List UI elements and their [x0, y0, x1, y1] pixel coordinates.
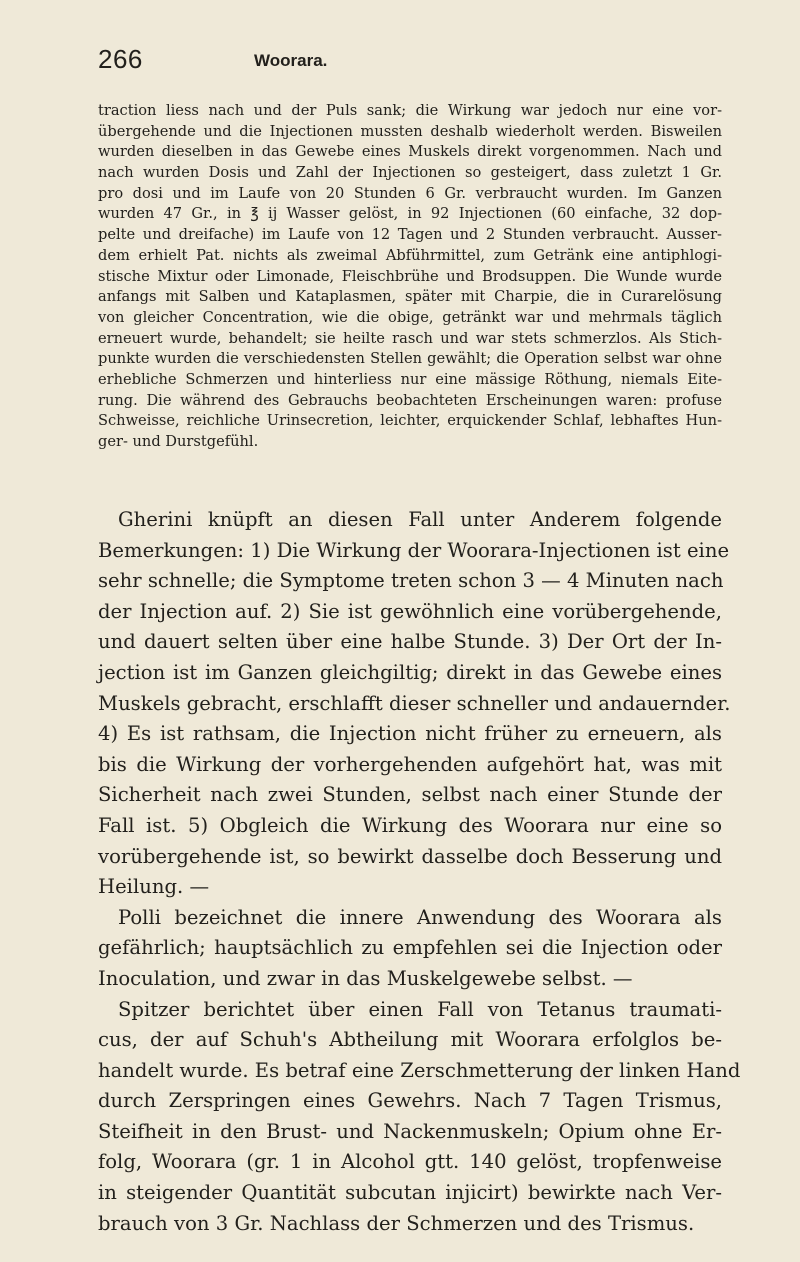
- page-number: 266: [98, 44, 143, 74]
- text-line: erneuert wurde, behandelt; sie heilte rasch und war stets schmerzlos. Als Stich-: [98, 329, 722, 347]
- text-line: pelte und dreifache) im Laufe von 12 Tagen und 2 Stunden verbraucht. Ausser-: [98, 226, 722, 244]
- text-line: pro dosi und im Laufe von 20 Stunden 6 Gr. verbraucht wurden. Im Ganzen: [98, 184, 722, 202]
- text-line: anfangs mit Salben und Kataplasmen, später mit Charpie, die in Curarelösung: [98, 288, 722, 306]
- text-line: durch Zerspringen eines Gewehrs. Nach 7 Tagen Trismus,: [98, 1089, 722, 1113]
- text-line: rung. Die während des Gebrauchs beobachteten Erscheinungen waren: profuse: [98, 391, 722, 409]
- running-title: Woorara.: [254, 51, 328, 70]
- text-line: punkte wurden die verschiedensten Stellen gewählt; die Operation selbst war ohne: [98, 350, 722, 368]
- text-line: jection ist im Ganzen gleichgiltig; direkt in das Gewebe eines: [98, 660, 722, 684]
- text-line: Bemerkungen: 1) Die Wirkung der Woorara-Injectionen ist eine: [98, 538, 730, 562]
- text-line: Schweisse, reichliche Urinsecretion, leichter, erquickender Schlaf, lebhaftes Hun-: [98, 412, 722, 430]
- text-line: Gherini knüpft an diesen Fall unter Anderem folgende: [118, 508, 722, 531]
- text-line: der Injection auf. 2) Sie ist gewöhnlich eine vorübergehende,: [98, 599, 722, 623]
- case-report-paragraph: [98, 101, 722, 453]
- text-line: Polli bezeichnet die innere Anwendung des Woorara als: [118, 905, 722, 929]
- text-line: cus, der auf Schuh's Abtheilung mit Woorara erfolglos be-: [98, 1028, 722, 1052]
- text-line: und dauert selten über eine halbe Stunde. 3) Der Ort der In-: [98, 630, 722, 654]
- text-line: Spitzer berichtet über einen Fall von Tetanus traumati-: [118, 997, 722, 1021]
- text-line: Inoculation, und zwar in das Muskelgewebe selbst. —: [98, 966, 633, 990]
- text-line: ger- und Durstgefühl.: [98, 433, 259, 450]
- text-line: folg, Woorara (gr. 1 in Alcohol gtt. 140 gelöst, tropfenweise: [98, 1150, 722, 1174]
- text-line: brauch von 3 Gr. Nachlass der Schmerzen und des Trismus.: [98, 1211, 695, 1235]
- text-line: bis die Wirkung der vorhergehenden aufgehört hat, was mit: [98, 752, 722, 776]
- text-line: stische Mixtur oder Limonade, Fleischbrühe und Brodsuppen. Die Wunde wurde: [98, 267, 722, 285]
- text-line: von gleicher Concentration, wie die obige, getränkt war und mehrmals täglich: [98, 308, 722, 326]
- text-line: Sicherheit nach zwei Stunden, selbst nach einer Stunde der: [98, 783, 722, 807]
- main-text-body: [98, 505, 741, 1239]
- text-line: vorübergehende ist, so bewirkt dasselbe doch Besserung und: [98, 844, 722, 868]
- text-line: nach wurden Dosis und Zahl der Injectionen so gesteigert, dass zuletzt 1 Gr.: [98, 164, 722, 182]
- text-line: erhebliche Schmerzen und hinterliess nur eine mässige Röthung, niemals Eite-: [98, 370, 722, 388]
- text-line: wurden 47 Gr., in ℥ ij Wasser gelöst, in 92 Injectionen (60 einfache, 32 dop-: [98, 205, 722, 223]
- text-line: Steifheit in den Brust- und Nackenmuskeln; Opium ohne Er-: [98, 1119, 722, 1143]
- text-line: übergehende und die Injectionen mussten deshalb wiederholt werden. Bisweilen: [98, 122, 722, 140]
- text-line: dem erhielt Pat. nichts als zweimal Abführmittel, zum Getränk eine antiphlogi-: [98, 246, 722, 264]
- text-line: sehr schnelle; die Symptome treten schon 3 — 4 Minuten nach: [98, 569, 724, 593]
- text-line: Muskels gebracht, erschlafft dieser schneller und andauernder.: [98, 691, 731, 715]
- running-header: [98, 44, 722, 84]
- text-line: gefährlich; hauptsächlich zu empfehlen sei die Injection oder: [98, 936, 722, 960]
- text-line: in steigender Quantität subcutan injicirt) bewirkte nach Ver-: [98, 1181, 722, 1205]
- text-line: traction liess nach und der Puls sank; die Wirkung war jedoch nur eine vor-: [98, 102, 722, 119]
- text-line: wurden dieselben in das Gewebe eines Muskels direkt vorgenommen. Nach und: [98, 143, 722, 161]
- text-line: Heilung. —: [98, 875, 210, 899]
- text-line: 4) Es ist rathsam, die Injection nicht früher zu erneuern, als: [98, 722, 722, 746]
- text-line: Fall ist. 5) Obgleich die Wirkung des Woorara nur eine so: [98, 813, 722, 837]
- text-line: handelt wurde. Es betraf eine Zerschmetterung der linken Hand: [98, 1058, 741, 1082]
